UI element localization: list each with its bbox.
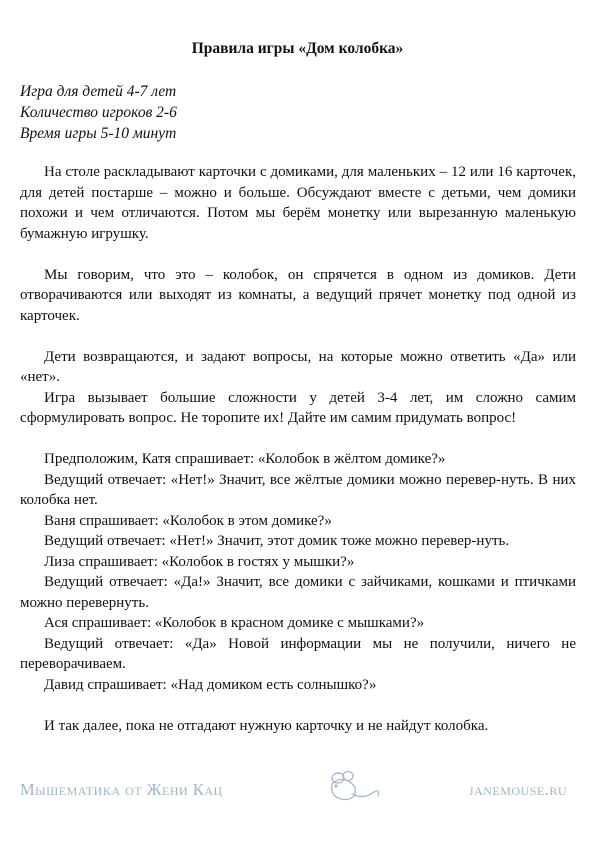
spacer	[20, 429, 576, 450]
spacer	[20, 244, 576, 265]
paragraph: Дети возвращаются, и задают вопросы, на которые можно ответить «Да» или «нет».	[20, 348, 576, 385]
spacer	[20, 695, 576, 716]
age-info: Игра для детей 4-7 лет	[20, 83, 177, 100]
paragraph: Игра вызывает большие сложности у детей 3-4 лет, им сложно самим сформулировать вопрос. Не торопите их! Дайте им самим придумать вопрос!	[20, 389, 576, 426]
paragraph: И так далее, пока не отгадают нужную карточку и не найдут колобка.	[44, 717, 489, 734]
paragraph: Ведущий отвечает: «Да!» Значит, все домики с зайчиками, кошками и птичками можно перевернуть.	[20, 574, 576, 611]
paragraph: Ведущий отвечает: «Нет!» Значит, все жёлтые домики можно перевер-нуть. В них колобка нет.	[20, 471, 576, 508]
paragraph: Лиза спрашивает: «Колобок в гостях у мышки?»	[44, 553, 355, 570]
game-info	[20, 81, 177, 144]
page-footer	[0, 778, 595, 808]
paragraph: Ведущий отвечает: «Нет!» Значит, этот домик тоже можно перевер-нуть.	[44, 533, 510, 549]
players-info: Количество игроков 2-6	[20, 104, 177, 121]
duration-info: Время игры 5-10 минут	[20, 125, 177, 142]
paragraph: Предположим, Катя спрашивает: «Колобок в жёлтом домике?»	[44, 451, 446, 467]
spacer	[20, 326, 576, 347]
paragraph: Ася спрашивает: «Колобок в красном домике с мышками?»	[44, 615, 425, 631]
footer-website[interactable]: janemouse.ru	[468, 780, 567, 799]
paragraph: На столе раскладывают карточки с домиками, для маленьких – 12 или 16 карточек, для детей постарше – можно и больше. Обсуждают вместе с детьми, чем домики похожи и чем отличаются. Потом мы берём монетку или вырезанную маленькую бумажную игрушку.	[20, 164, 576, 242]
footer-brand: Мышематика от Жени Кац	[20, 780, 223, 799]
paragraph: Давид спрашивает: «Над домиком есть солнышко?»	[44, 676, 377, 693]
page-title: Правила игры «Дом колобка»	[191, 40, 404, 57]
mouse-logo-icon	[318, 766, 386, 806]
paragraph: Мы говорим, что это – колобок, он спрячется в одном из домиков. Дети отворачиваются или выходят из комнаты, а ведущий прячет монетку под одной из карточек.	[20, 266, 576, 324]
paragraph: Ваня спрашивает: «Колобок в этом домике?»	[44, 512, 332, 529]
paragraph: Ведущий отвечает: «Да» Новой информации мы не получили, ничего не переворачиваем.	[20, 635, 576, 672]
rules-text	[20, 162, 576, 736]
